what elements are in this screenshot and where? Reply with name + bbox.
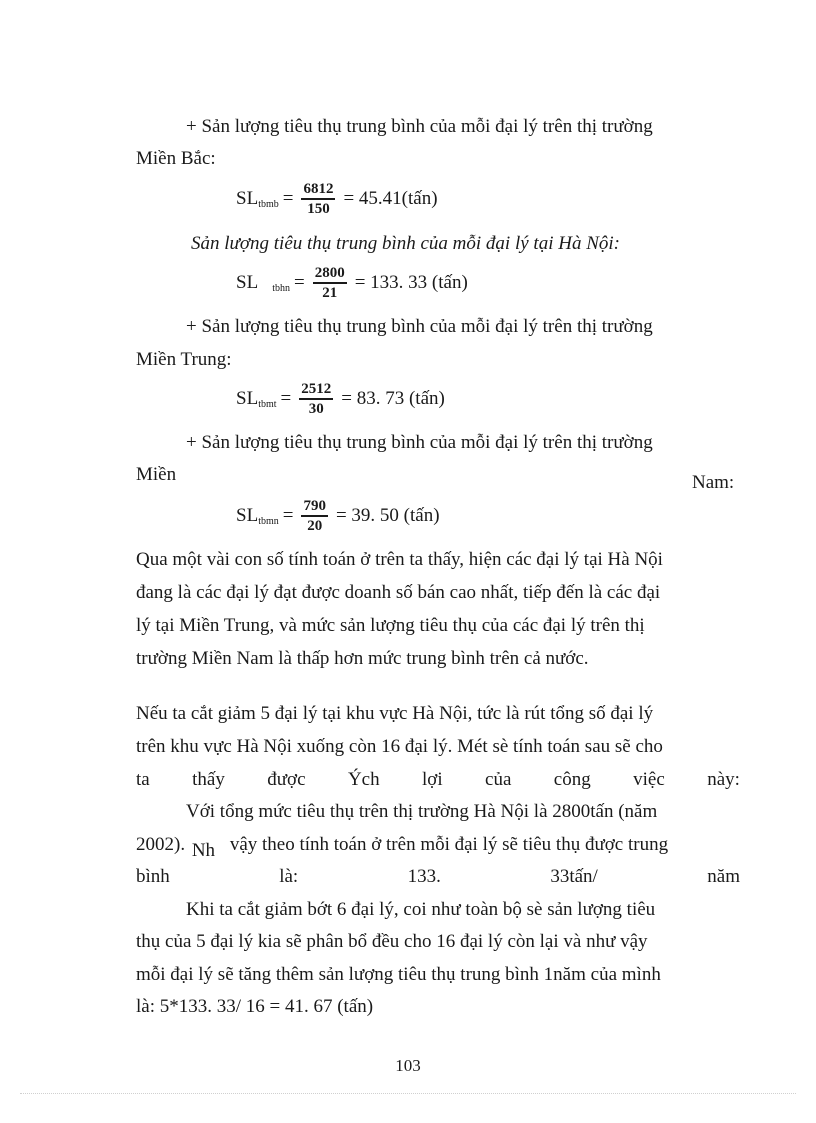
- intro-mien-bac-line1: + Sản lượng tiêu thụ trung bình của mỗi đại lý trên thị trường: [186, 116, 653, 137]
- numerator: 6812: [301, 180, 335, 200]
- conclusion-line: trường Miền Nam là thấp hơn mức trung bình trên cả nước.: [136, 648, 589, 669]
- formula-symbol: SL: [236, 272, 259, 293]
- denominator: 20: [307, 518, 323, 534]
- word: Ých: [347, 769, 380, 790]
- numerator: 2800: [313, 264, 347, 284]
- conclusion-line: Qua một vài con số tính toán ở trên ta thấy, hiện các đại lý tại Hà Nội: [136, 549, 663, 570]
- word: năm: [707, 866, 740, 887]
- formula-mien-nam: SL tbmn = $\frac{790}{20}$ = 39. 50 (tấn): [236, 498, 440, 534]
- word: này:: [707, 769, 740, 790]
- intro-mien-bac-line2: Miền Bắc:: [136, 148, 216, 169]
- denominator: 21: [322, 285, 338, 301]
- formula-symbol: SL: [236, 188, 259, 209]
- word: ta: [136, 769, 150, 790]
- word: thấy: [192, 769, 225, 790]
- intro-mien-nam-left: Miền: [136, 464, 177, 485]
- formula-symbol: SL: [236, 388, 259, 409]
- formula-result: = 45.41(tấn): [343, 188, 438, 209]
- formula-subscript: tbmt: [258, 398, 277, 410]
- proposal-justified-line: [136, 769, 740, 791]
- word: 33tấn/: [550, 866, 598, 887]
- proposal-justified-line: [136, 866, 740, 888]
- formula-result: = 39. 50 (tấn): [335, 505, 440, 526]
- word: 133.: [407, 866, 441, 887]
- formula-ha-noi: SL tbhn = $\frac{2800}{21}$ = 133. 33 (tấn): [236, 265, 468, 301]
- word: việc: [633, 769, 665, 790]
- proposal-line: là: 5*133. 33/ 16 = 41. 67 (tấn): [136, 996, 374, 1017]
- fragment-text: Nh: [191, 840, 216, 861]
- proposal-line: thụ của 5 đại lý kia sẽ phân bổ đều cho 16 đại lý còn lại và như vậy: [136, 931, 648, 952]
- intro-mien-nam-line1: + Sản lượng tiêu thụ trung bình của mỗi đại lý trên thị trường: [186, 432, 653, 453]
- numerator: 790: [301, 497, 328, 517]
- denominator: 150: [307, 201, 330, 217]
- proposal-line: mỗi đại lý sẽ tăng thêm sản lượng tiêu thụ trung bình 1năm của mình: [136, 964, 661, 985]
- word: của: [485, 769, 512, 790]
- proposal-line: Khi ta cắt giảm bớt 6 đại lý, coi như toàn bộ sè sản lượng tiêu: [186, 899, 656, 920]
- intro-mien-nam-right: Nam:: [692, 472, 735, 493]
- proposal-line-2002: [136, 834, 669, 861]
- formula-mien-trung: SL tbmt = $\frac{2512}{30}$ = 83. 73 (tấn): [236, 381, 445, 417]
- proposal-line: Với tổng mức tiêu thụ trên thị trường Hà Nội là 2800tấn (năm: [186, 801, 658, 822]
- year-text: 2002).: [136, 834, 186, 855]
- word: bình: [136, 866, 170, 887]
- formula-symbol: SL: [236, 505, 259, 526]
- formula-subscript: tbmn: [258, 515, 279, 527]
- continuation-text: vậy theo tính toán ở trên mỗi đại lý sẽ tiêu thụ được trung: [229, 834, 669, 855]
- formula-subscript: tbhn: [272, 282, 290, 294]
- fraction: [301, 497, 328, 535]
- intro-mien-trung-line2: Miền Trung:: [136, 349, 232, 370]
- conclusion-line: đang là các đại lý đạt được doanh số bán cao nhất, tiếp đến là các đại: [136, 582, 661, 603]
- formula-result: = 133. 33 (tấn): [354, 272, 468, 293]
- fraction: [299, 380, 333, 418]
- intro-ha-noi: Sản lượng tiêu thụ trung bình của mỗi đại lý tại Hà Nội:: [191, 233, 620, 254]
- word: được: [267, 769, 306, 790]
- formula-mien-bac: SL tbmb = $\frac{6812}{150}$ = 45.41(tấn): [236, 181, 438, 217]
- intro-mien-trung-line1: + Sản lượng tiêu thụ trung bình của mỗi đại lý trên thị trường: [186, 316, 653, 337]
- fraction: [301, 180, 335, 218]
- formula-subscript: tbmb: [258, 198, 279, 210]
- numerator: 2512: [299, 380, 333, 400]
- conclusion-line: lý tại Miền Trung, và mức sản lượng tiêu thụ của các đại lý trên thị: [136, 615, 645, 636]
- word: là:: [279, 866, 299, 887]
- footer-divider: [20, 1093, 796, 1094]
- proposal-line: Nếu ta cắt giảm 5 đại lý tại khu vực Hà Nội, tức là rút tổng số đại lý: [136, 703, 654, 724]
- formula-result: = 83. 73 (tấn): [341, 388, 445, 409]
- word: công: [553, 769, 591, 790]
- fraction: [313, 264, 347, 302]
- page-number: 103: [395, 1056, 421, 1075]
- word: lợi: [422, 769, 443, 790]
- denominator: 30: [308, 401, 324, 417]
- proposal-line: trên khu vực Hà Nội xuống còn 16 đại lý. Mét sè tính toán sau sẽ cho: [136, 736, 663, 757]
